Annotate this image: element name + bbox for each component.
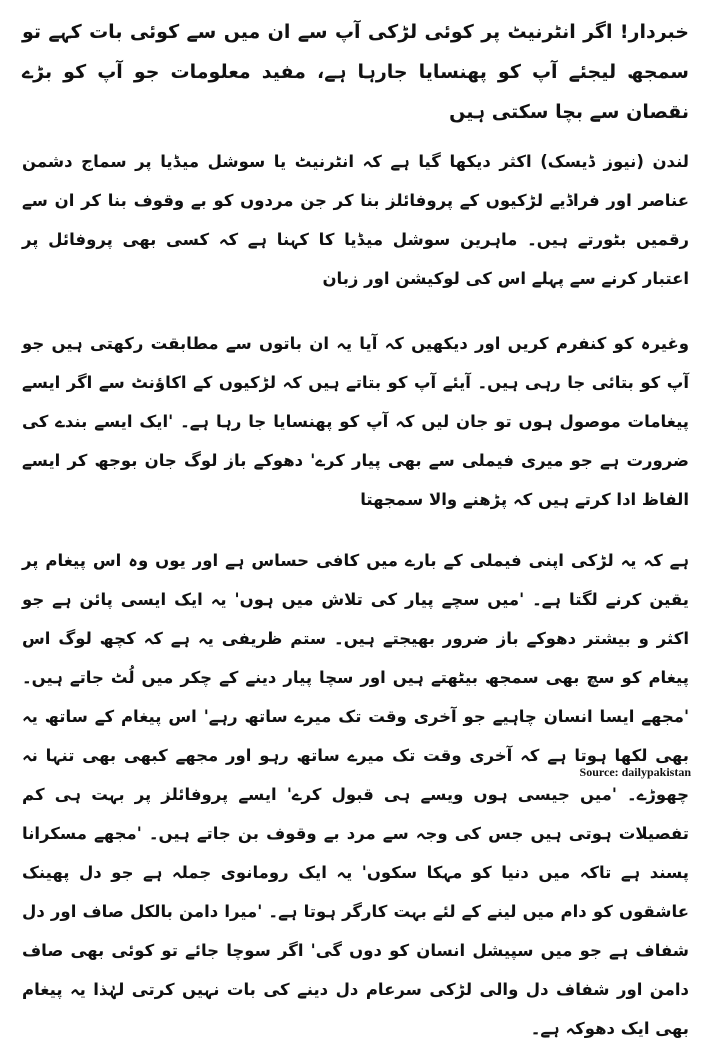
article-paragraph-2: وغیرہ کو کنفرم کریں اور دیکھیں کہ آیا یہ ان باتوں سے مطابقت رکھتی ہیں جو آپ کو بتائی جا رہی ہیں۔ آیئے آپ کو بتاتے ہیں کہ لڑکیوں کے اکاؤنٹ سے اگر ایسے پیغامات موصول ہوں تو جان لیں کہ آپ کو پھنسایا جا رہا ہے۔ 'ایک ایسے بندے کی ضرورت ہے جو میری فیملی سے بھی پیار کرے' دھوکے باز لوگ جان بوجھ کر ایسے الفاظ ادا کرتے ہیں کہ پڑھنے والا سمجھتا — [22, 334, 689, 509]
source-credit: Source: dailypakistan — [579, 765, 691, 779]
article-body — [22, 12, 689, 1048]
article-paragraph-1: لندن (نیوز ڈیسک) اکثر دیکھا گیا ہے کہ انٹرنیٹ یا سوشل میڈیا پر سماج دشمن عناصر اور فراڈیے لڑکیوں کے پروفائلز بنا کر جن مردوں کو بے وقوف بنا کر ان سے رقمیں بٹورتے ہیں۔ ماہرین سوشل میڈیا کا کہنا ہے کہ کسی بھی پروفائل پر اعتبار کرنے سے پہلے اس کی لوکیشن اور زبان — [22, 152, 689, 288]
article-headline: خبردار! اگر انٹرنیٹ پر کوئی لڑکی آپ سے ان میں سے کوئی بات کہے تو سمجھ لیجئے آپ کو پھنسایا جارہا ہے، مفید معلومات جو آپ کو بڑے نقصان سے بچا سکتی ہیں — [22, 21, 689, 123]
article-paragraph-3: ہے کہ یہ لڑکی اپنی فیملی کے بارے میں کافی حساس ہے اور یوں وہ اس پیغام پر یقین کرنے لگتا ہے۔ 'میں سچے پیار کی تلاش میں ہوں' یہ ایک ایسی پائن ہے جو اکثر و بیشتر دھوکے باز ضرور بھیجتے ہیں۔ ستم ظریفی یہ ہے کہ کچھ لوگ اس پیغام کو سچ بھی سمجھ بیٹھتے ہیں اور سچا پیار دینے کے چکر میں لُٹ جاتے ہیں۔ 'مجھے ایسا انسان چاہیے جو آخری وقت تک میرے ساتھ رہے' اس پیغام کے ساتھ یہ بھی لکھا ہوتا ہے کہ آخری وقت تک میرے ساتھ رہو اور مجھے کبھی بھی تنہا نہ چھوڑے۔ 'میں جیسی ہوں ویسے ہی قبول کرے' ایسے پروفائلز پر بہت ہی کم تفصیلات ہوتی ہیں جس کی وجہ سے مرد بے وقوف بن جاتے ہیں۔ 'مجھے مسکرانا پسند ہے تاکہ میں دنیا کو مہکا سکوں' یہ ایک رومانوی جملہ ہے جو دل پھینک عاشقوں کو دام میں لینے کے لئے بہت کارگر ہوتا ہے۔ 'میرا دامن بالکل صاف اور دل شفاف ہے جو میں سپیشل انسان کو دوں گی' اگر سوچا جائے تو کوئی بھی صاف دامن اور شفاف دل والی لڑکی سرعام دل دینے کی بات نہیں کرتی لہٰذا یہ پیغام بھی ایک دھوکہ ہے۔ — [22, 551, 689, 1038]
